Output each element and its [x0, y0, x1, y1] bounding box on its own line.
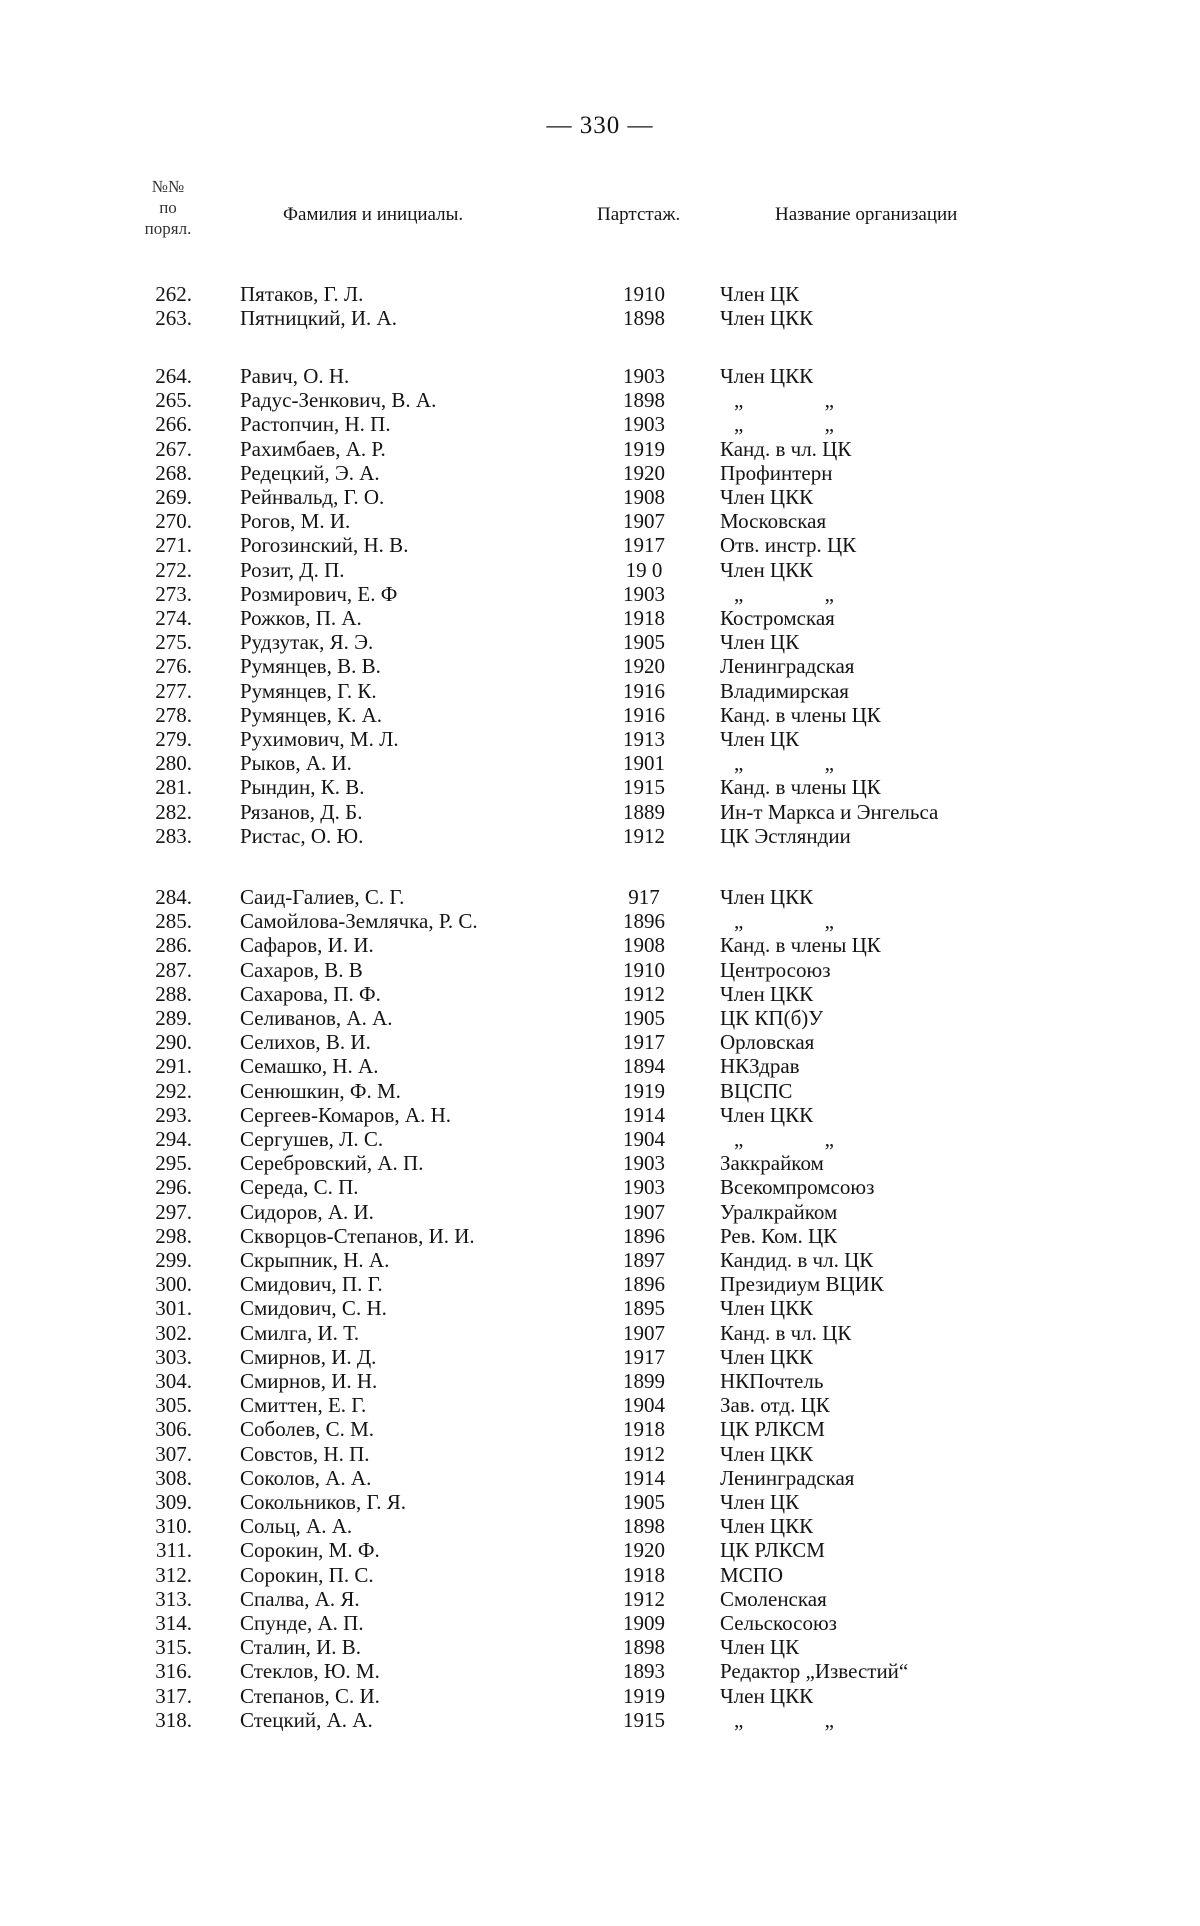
- row-number: 277.: [155, 678, 192, 703]
- party-year: 1910: [623, 957, 665, 982]
- row-number: 285.: [155, 909, 192, 934]
- organization: Всекомпромсоюз: [720, 1175, 875, 1200]
- row-number: 276.: [155, 654, 192, 679]
- row-number: 297.: [155, 1199, 192, 1224]
- row-number: 290.: [155, 1030, 192, 1055]
- organization: Центросоюз: [720, 957, 831, 982]
- table-row: [0, 909, 1200, 933]
- party-year: 1907: [623, 1199, 665, 1224]
- party-year: 1910: [623, 282, 665, 306]
- organization: „ „: [734, 581, 872, 606]
- row-number: 272.: [155, 557, 192, 582]
- party-year: 1908: [623, 933, 665, 958]
- organization: ВЦСПС: [720, 1078, 793, 1103]
- member-name: Рязанов, Д. Б.: [240, 799, 363, 824]
- member-name: Румянцев, Г. К.: [240, 678, 377, 703]
- table-row: [0, 1030, 1200, 1054]
- row-number: 289.: [155, 1006, 192, 1030]
- header-number-column: [128, 176, 208, 239]
- party-year: 1920: [623, 460, 665, 485]
- member-name: Сахаров, В. В: [240, 957, 363, 982]
- member-name: Селиванов, А. А.: [240, 1006, 393, 1030]
- organization: Сельскосоюз: [720, 1611, 837, 1635]
- table-row: [0, 1466, 1200, 1490]
- member-name: Сидоров, А. И.: [240, 1199, 374, 1224]
- organization: НКЗдрав: [720, 1054, 800, 1079]
- member-name: Степанов, С. И.: [240, 1683, 380, 1708]
- party-year: 1912: [623, 1441, 665, 1466]
- row-number: 311.: [156, 1538, 192, 1563]
- table-row: [0, 982, 1200, 1006]
- organization: Член ЦК: [720, 282, 800, 306]
- organization: Член ЦКК: [720, 1102, 814, 1127]
- party-year: 1904: [623, 1393, 665, 1418]
- party-year: 1914: [623, 1465, 665, 1490]
- member-name: Рогов, М. И.: [240, 509, 351, 534]
- table-row: [0, 1514, 1200, 1538]
- row-number: 282.: [155, 799, 192, 824]
- organization: Член ЦКК: [720, 1344, 814, 1369]
- row-number: 265.: [155, 388, 192, 413]
- member-name: Ристас, О. Ю.: [240, 823, 364, 848]
- row-number: 309.: [155, 1490, 192, 1514]
- organization: Редактор „Известий“: [720, 1659, 909, 1684]
- table-row: [0, 1587, 1200, 1611]
- table-row: [0, 630, 1200, 654]
- member-name: Саид-Галиев, С. Г.: [240, 885, 405, 909]
- row-number: 298.: [155, 1223, 192, 1248]
- member-name: Смидович, С. Н.: [240, 1296, 387, 1321]
- party-year: 1898: [623, 306, 665, 331]
- row-number: 278.: [155, 702, 192, 727]
- table-row: [0, 1708, 1200, 1732]
- party-year: 1904: [623, 1127, 665, 1151]
- member-name: Розмирович, Е. Ф: [240, 581, 398, 606]
- row-number: 318.: [155, 1707, 192, 1732]
- member-name: Рыков, А. И.: [240, 751, 352, 776]
- row-number: 301.: [155, 1296, 192, 1321]
- table-row: [0, 485, 1200, 509]
- row-number: 266.: [155, 412, 192, 437]
- table-row: [0, 654, 1200, 678]
- member-name: Румянцев, В. В.: [240, 654, 381, 679]
- row-number: 274.: [155, 606, 192, 630]
- member-name: Сорокин, П. С.: [240, 1562, 374, 1587]
- member-name: Розит, Д. П.: [240, 557, 345, 582]
- organization: Кандид. в чл. ЦК: [720, 1248, 874, 1272]
- member-name: Пятницкий, И. А.: [240, 306, 397, 331]
- party-year: 1905: [623, 1490, 665, 1514]
- party-year: 1907: [623, 509, 665, 534]
- member-name: Серебровский, А. П.: [240, 1151, 424, 1176]
- member-name: Соколов, А. А.: [240, 1465, 372, 1490]
- table-row: [0, 509, 1200, 533]
- table-row: [0, 1200, 1200, 1224]
- row-number: 262.: [155, 282, 192, 306]
- row-number: 296.: [155, 1175, 192, 1200]
- party-year: 1917: [623, 1344, 665, 1369]
- table-row: [0, 1442, 1200, 1466]
- table-row: [0, 679, 1200, 703]
- row-number: 308.: [155, 1465, 192, 1490]
- row-number: 302.: [155, 1320, 192, 1345]
- party-year: 917: [628, 885, 660, 909]
- party-year: 1912: [623, 823, 665, 848]
- member-name: Стецкий, А. А.: [240, 1707, 373, 1732]
- table-row: [0, 1272, 1200, 1296]
- row-number: 269.: [155, 485, 192, 509]
- table-row: [0, 1224, 1200, 1248]
- party-year: 1895: [623, 1296, 665, 1321]
- party-year: 1912: [623, 1586, 665, 1611]
- party-year: 1897: [623, 1248, 665, 1272]
- member-name: Рогозинский, Н. В.: [240, 533, 409, 558]
- party-year: 1909: [623, 1611, 665, 1635]
- row-number: 294.: [155, 1127, 192, 1151]
- member-name: Стеклов, Ю. М.: [240, 1659, 380, 1684]
- row-number: 310.: [155, 1514, 192, 1539]
- table-row: [0, 364, 1200, 388]
- organization: Член ЦКК: [720, 1296, 814, 1321]
- table-row: [0, 1369, 1200, 1393]
- row-number: 315.: [155, 1635, 192, 1660]
- party-year: 1905: [623, 1006, 665, 1030]
- organization: „ „: [734, 909, 872, 934]
- table-row: [0, 1151, 1200, 1175]
- party-year: 1903: [623, 581, 665, 606]
- organization: ЦК Эстляндии: [720, 823, 851, 848]
- member-name: Смирнов, И. Д.: [240, 1344, 377, 1369]
- party-year: 1912: [623, 981, 665, 1006]
- party-year: 1899: [623, 1369, 665, 1393]
- organization: Ленинградская: [720, 654, 855, 679]
- table-row: [0, 1054, 1200, 1078]
- table-row: [0, 933, 1200, 957]
- organization: Член ЦК: [720, 630, 800, 655]
- organization: Смоленская: [720, 1586, 827, 1611]
- table-row: [0, 412, 1200, 436]
- organization: МСПО: [720, 1562, 784, 1587]
- row-number: 305.: [155, 1393, 192, 1418]
- member-name: Смиттен, Е. Г.: [240, 1393, 367, 1418]
- organization: Член ЦК: [720, 727, 800, 751]
- row-number: 307.: [155, 1441, 192, 1466]
- table-row: [0, 1345, 1200, 1369]
- table-row: [0, 1563, 1200, 1587]
- table-row: [0, 461, 1200, 485]
- table-row: [0, 751, 1200, 775]
- table-row: [0, 775, 1200, 799]
- organization: „ „: [734, 751, 872, 776]
- table-row: [0, 727, 1200, 751]
- member-name: Рахимбаев, А. Р.: [240, 436, 386, 461]
- row-number: 312.: [155, 1562, 192, 1587]
- table-row: [0, 824, 1200, 848]
- row-number: 281.: [155, 775, 192, 800]
- party-year: 1893: [623, 1659, 665, 1684]
- member-name: Сергеев-Комаров, А. Н.: [240, 1102, 451, 1127]
- member-name: Спунде, А. П.: [240, 1611, 364, 1635]
- organization: Профинтерн: [720, 460, 833, 485]
- row-number: 283.: [155, 823, 192, 848]
- party-year: 1917: [623, 1030, 665, 1055]
- member-name: Рожков, П. А.: [240, 606, 362, 630]
- party-year: 1913: [623, 727, 665, 751]
- table-row: [0, 1079, 1200, 1103]
- organization: Канд. в члены ЦК: [720, 702, 881, 727]
- organization: Отв. инстр. ЦК: [720, 533, 857, 558]
- table-row: [0, 800, 1200, 824]
- party-year: 1915: [623, 775, 665, 800]
- table-row: [0, 1006, 1200, 1030]
- organization: Владимирская: [720, 678, 849, 703]
- party-year: 1894: [623, 1054, 665, 1079]
- table-row: [0, 1538, 1200, 1562]
- member-name: Скрыпник, Н. А.: [240, 1248, 390, 1272]
- organization: Член ЦКК: [720, 1514, 814, 1539]
- table-row: [0, 388, 1200, 412]
- table-row: [0, 1659, 1200, 1683]
- member-name: Сталин, И. В.: [240, 1635, 362, 1660]
- organization: Член ЦКК: [720, 1683, 814, 1708]
- party-year: 1907: [623, 1320, 665, 1345]
- organization: Член ЦКК: [720, 364, 814, 388]
- member-name: Редецкий, Э. А.: [240, 460, 380, 485]
- member-name: Сергушев, Л. С.: [240, 1127, 384, 1151]
- row-number: 303.: [155, 1344, 192, 1369]
- organization: Канд. в чл. ЦК: [720, 436, 852, 461]
- table-row: [0, 1296, 1200, 1320]
- member-name: Семашко, Н. А.: [240, 1054, 379, 1079]
- organization: Член ЦКК: [720, 557, 814, 582]
- organization: ЦК РЛКСМ: [720, 1538, 825, 1563]
- member-name: Смирнов, И. Н.: [240, 1369, 378, 1393]
- member-name: Рындин, К. В.: [240, 775, 365, 800]
- organization: Ин-т Маркса и Энгельса: [720, 799, 939, 824]
- table-row: [0, 282, 1200, 306]
- member-name: Соболев, С. М.: [240, 1417, 375, 1442]
- organization: „ „: [734, 1707, 872, 1732]
- party-year: 1919: [623, 1078, 665, 1103]
- row-number: 280.: [155, 751, 192, 776]
- party-year: 1920: [623, 654, 665, 679]
- row-number: 295.: [155, 1151, 192, 1176]
- party-year: 1918: [623, 1417, 665, 1442]
- member-name: Середа, С. П.: [240, 1175, 359, 1200]
- organization: Зав. отд. ЦК: [720, 1393, 830, 1418]
- party-year: 1896: [623, 1223, 665, 1248]
- organization: Заккрайком: [720, 1151, 824, 1176]
- header-number-line: порял.: [144, 219, 192, 238]
- row-number: 270.: [155, 509, 192, 534]
- organization: ЦК КП(б)У: [720, 1006, 824, 1030]
- party-year: 1903: [623, 364, 665, 388]
- row-number: 293.: [155, 1102, 192, 1127]
- party-year: 1903: [623, 412, 665, 437]
- table-row: [0, 885, 1200, 909]
- member-name: Рухимович, М. Л.: [240, 727, 399, 751]
- party-year: 1898: [623, 1635, 665, 1660]
- table-row: [0, 958, 1200, 982]
- table-row: [0, 606, 1200, 630]
- table-row: [0, 703, 1200, 727]
- member-name: Смидович, П. Г.: [240, 1272, 383, 1297]
- row-number: 275.: [155, 630, 192, 655]
- member-name: Румянцев, К. А.: [240, 702, 382, 727]
- row-number: 286.: [155, 933, 192, 958]
- party-year: 1917: [623, 533, 665, 558]
- member-name: Сорокин, М. Ф.: [240, 1538, 380, 1563]
- organization: ЦК РЛКСМ: [720, 1417, 825, 1442]
- organization: Член ЦКК: [720, 1441, 814, 1466]
- organization: „ „: [734, 388, 872, 413]
- member-name: Сенюшкин, Ф. М.: [240, 1078, 401, 1103]
- row-number: 306.: [155, 1417, 192, 1442]
- member-name: Растопчин, Н. П.: [240, 412, 391, 437]
- organization: Канд. в члены ЦК: [720, 933, 881, 958]
- party-year: 1919: [623, 436, 665, 461]
- header-org-column: Название организации: [775, 204, 958, 225]
- member-name: Спалва, А. Я.: [240, 1586, 360, 1611]
- party-year: 1901: [623, 751, 665, 776]
- member-name: Пятаков, Г. Л.: [240, 282, 364, 306]
- header-year-column: Партстаж.: [597, 204, 681, 225]
- organization: Член ЦКК: [720, 885, 814, 909]
- party-year: 1916: [623, 702, 665, 727]
- row-number: 313.: [155, 1586, 192, 1611]
- table-row: [0, 1611, 1200, 1635]
- party-year: 1908: [623, 485, 665, 509]
- table-row: [0, 1684, 1200, 1708]
- party-year: 1914: [623, 1102, 665, 1127]
- table-row: [0, 437, 1200, 461]
- table-header: [0, 170, 1200, 250]
- organization: Московская: [720, 509, 827, 534]
- row-number: 299.: [155, 1248, 192, 1272]
- row-number: 271.: [155, 533, 192, 558]
- member-name: Рейнвальд, Г. О.: [240, 485, 385, 509]
- row-number: 316.: [155, 1659, 192, 1684]
- table-row: [0, 1490, 1200, 1514]
- table-row: [0, 582, 1200, 606]
- table-row: [0, 533, 1200, 557]
- row-number: 287.: [155, 957, 192, 982]
- member-name: Сокольников, Г. Я.: [240, 1490, 406, 1514]
- organization: „ „: [734, 412, 872, 437]
- party-year: 1920: [623, 1538, 665, 1563]
- page-number: — 330 —: [546, 112, 654, 139]
- row-number: 273.: [155, 581, 192, 606]
- party-year: 1918: [623, 606, 665, 630]
- row-number: 264.: [155, 364, 192, 388]
- table-row: [0, 1175, 1200, 1199]
- organization: Ленинградская: [720, 1465, 855, 1490]
- organization: Орловская: [720, 1030, 815, 1055]
- header-number-line: по: [159, 198, 177, 217]
- member-name: Сафаров, И. И.: [240, 933, 374, 958]
- party-year: 1889: [623, 799, 665, 824]
- party-year: 1918: [623, 1562, 665, 1587]
- member-name: Совстов, Н. П.: [240, 1441, 370, 1466]
- row-number: 263.: [155, 306, 192, 331]
- member-name: Смилга, И. Т.: [240, 1320, 360, 1345]
- table-row: [0, 1321, 1200, 1345]
- row-number: 314.: [155, 1611, 192, 1635]
- row-number: 292.: [155, 1078, 192, 1103]
- organization: Рев. Ком. ЦК: [720, 1223, 838, 1248]
- row-number: 268.: [155, 460, 192, 485]
- table-row: [0, 1635, 1200, 1659]
- table-row: [0, 1417, 1200, 1441]
- member-name: Сольц, А. А.: [240, 1514, 353, 1539]
- organization: Член ЦКК: [720, 485, 814, 509]
- row-number: 317.: [155, 1683, 192, 1708]
- party-year: 1898: [623, 388, 665, 413]
- member-name: Равич, О. Н.: [240, 364, 350, 388]
- party-year: 1919: [623, 1683, 665, 1708]
- member-name: Самойлова-Землячка, Р. С.: [240, 909, 478, 934]
- member-name: Сахарова, П. Ф.: [240, 981, 381, 1006]
- member-name: Скворцов-Степанов, И. И.: [240, 1223, 475, 1248]
- header-number-line: №№: [151, 177, 185, 196]
- party-year: 19 0: [625, 557, 663, 582]
- member-name: Селихов, В. И.: [240, 1030, 371, 1055]
- organization: Член ЦК: [720, 1635, 800, 1660]
- organization: Канд. в члены ЦК: [720, 775, 881, 800]
- row-number: 279.: [155, 727, 192, 751]
- member-name: Рудзутак, Я. Э.: [240, 630, 374, 655]
- organization: Член ЦК: [720, 1490, 800, 1514]
- organization: НКПочтель: [720, 1369, 824, 1393]
- table-row: [0, 1393, 1200, 1417]
- party-year: 1903: [623, 1175, 665, 1200]
- header-name-column: Фамилия и инициалы.: [283, 204, 464, 225]
- row-number: 300.: [155, 1272, 192, 1297]
- table-row: [0, 1127, 1200, 1151]
- table-row: [0, 1248, 1200, 1272]
- organization: Член ЦКК: [720, 306, 814, 331]
- organization: Уралкрайком: [720, 1199, 838, 1224]
- row-number: 291.: [155, 1054, 192, 1079]
- organization: Член ЦКК: [720, 981, 814, 1006]
- party-year: 1896: [623, 909, 665, 934]
- table-row: [0, 306, 1200, 330]
- row-number: 304.: [155, 1369, 192, 1393]
- party-year: 1898: [623, 1514, 665, 1539]
- party-year: 1896: [623, 1272, 665, 1297]
- row-number: 267.: [155, 436, 192, 461]
- organization: „ „: [734, 1127, 872, 1151]
- organization: Президиум ВЦИК: [720, 1272, 884, 1297]
- organization: Костромская: [720, 606, 835, 630]
- table-row: [0, 1103, 1200, 1127]
- row-number: 284.: [155, 885, 192, 909]
- party-year: 1905: [623, 630, 665, 655]
- member-name: Радус-Зенкович, В. А.: [240, 388, 437, 413]
- party-year: 1916: [623, 678, 665, 703]
- party-year: 1915: [623, 1707, 665, 1732]
- row-number: 288.: [155, 981, 192, 1006]
- party-year: 1903: [623, 1151, 665, 1176]
- organization: Канд. в чл. ЦК: [720, 1320, 852, 1345]
- table-row: [0, 558, 1200, 582]
